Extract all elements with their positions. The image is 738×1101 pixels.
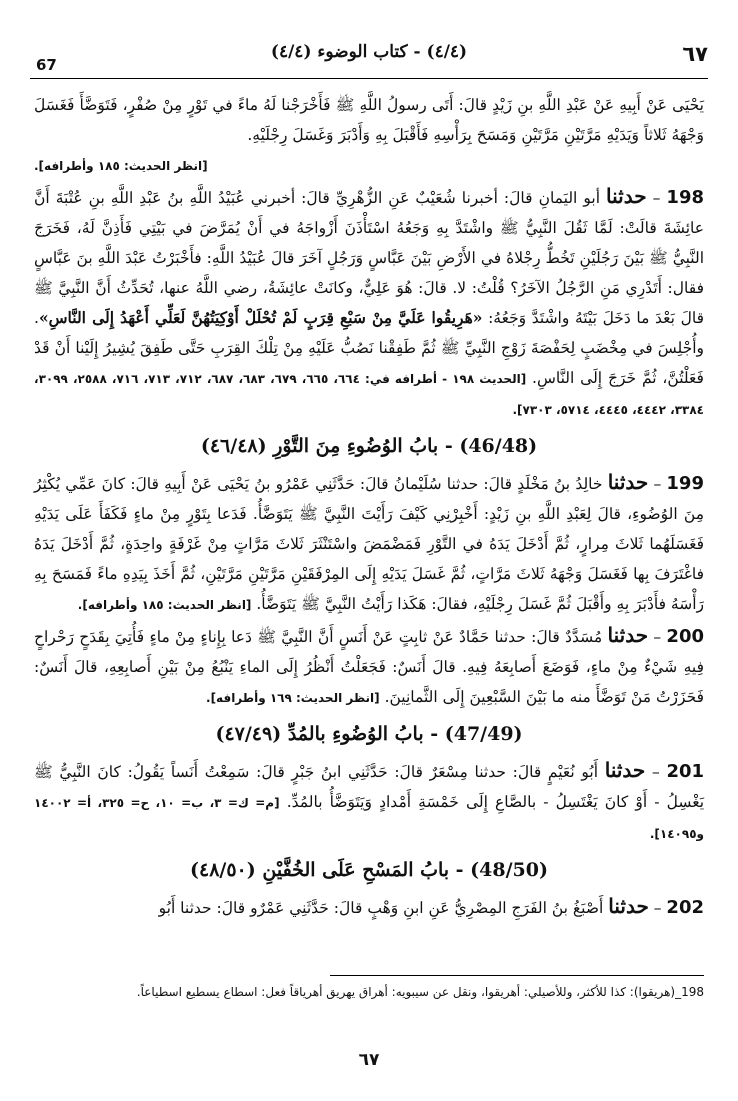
hadith-200: 200 – حدثنا مُسَدَّدٌ قالَ: حدثنا حَمَّادٌ عَنْ ثابِتٍ عَنْ أَنَسٍ أَنَّ النَّبِيَّ ﷺ دَعا بِإِناءٍ مِنْ ماءٍ فَأُتِيَ بِقَدَحٍ رَحْراحٍ فِيهِ شَيْءٌ مِنْ ماءٍ، فَوَضَعَ أَصابِعَهُ فِيهِ. قالَ أَنَسٌ: فَجَعَلْتُ أَنْظُرُ إِلَى الماءِ يَنْبُعُ مِنْ بَيْنِ أَصابِعِهِ، قالَ أَنَسٌ: فَحَزَرْتُ مَنْ تَوَضَّأَ منه ما بَيْنَ السَّبْعِينَ إِلَى الثَّمانِينَ. [انظر الحديث: ١٦٩ وأطرافه]. xyxy=(34,623,704,706)
running-title: (٤/٤) - كتاب الوضوء (٤/٤) xyxy=(270,42,468,62)
hadith-202: 202 – حدثنا أَصْبَغُ بنُ الفَرَجِ المِصْرِيُّ عَنِ ابنِ وَهْبٍ قالَ: حَدَّثَنِي عَمْرٌو قالَ: حدثنا أَبُو xyxy=(158,894,704,918)
hadith-reference: [الحديث ١٩٨ - أطرافه في: ٦٦٤، ٦٦٥، ٦٧٩، ٦٨٣، ٦٨٧، ٧١٢، ٧١٣، ٧١٦، ٢٥٨٨، ٣٠٩٩، ٣٣٨٤، ٤٤٤٢، ٤٤٤٥، ٥٧١٤، ٧٣٠٣]. xyxy=(34,372,704,417)
hadith-text: أبو اليَمانِ قالَ: أخبرنا شُعَيْبٌ عَنِ الزُّهْرِيِّ قالَ: أخبرني عُبَيْدُ اللَّهِ بنُ عَبْدِ اللَّهِ بنِ عُتْبَةَ أَنَّ عائِشَةَ قالَتْ: لَمَّا ثَقُلَ النَّبِيُّ ﷺ واشْتَدَّ بِهِ وَجَعُهُ اسْتَأْذَنَ أَزْواجَهُ في أَنْ يُمَرَّضَ في بَيْتِي فَأَذِنَّ لَهُ، فَخَرَجَ النَّبِيُّ ﷺ بَيْنَ رَجُلَيْنِ تَخُطُّ رِجْلاهُ في الأَرْضِ بَيْنَ عَبَّاسٍ وَرَجُلٍ آخَرَ قالَ عُبَيْدُ اللَّهِ: فأَخْبَرْتُ عَبْدَ اللَّهِ بنَ عَبَّاسٍ فقال: أَتَدْرِي مَنِ الرَّجُلُ الآخَرُ؟ قُلْتُ: لا. قالَ: هُوَ عَلِيٌّ، وكانَتْ عائِشَةُ، رضي اللَّهُ عنها، تُحَدِّثُ أَنَّ النَّبِيَّ ﷺ قالَ بَعْدَ ما دَخَلَ بَيْتَهُ واشْتَدَّ وَجَعُهُ: xyxy=(34,189,704,327)
hadith-text-rest: . وأُجْلِسَ في مِخْضَبٍ لِحَفْصَةَ زَوْجِ النَّبِيِّ ﷺ ثُمَّ طَفِقْنا نَصُبُّ عَلَيْهِ مِنْ تِلْكَ القِرَبِ حَتَّى طَفِقَ يُشِيرُ إِلَيْنا أَنْ قَدْ فَعَلْتُنَّ، ثُمَّ خَرَجَ إِلَى النَّاسِ. xyxy=(34,309,704,387)
hadith-text: مُسَدَّدٌ قالَ: حدثنا حَمَّادٌ عَنْ ثابِتٍ عَنْ أَنَسٍ أَنَّ النَّبِيَّ ﷺ دَعا بِإِناءٍ مِنْ ماءٍ فَأُتِيَ بِقَدَحٍ رَحْراحٍ فِيهِ شَيْءٌ مِنْ ماءٍ، فَوَضَعَ أَصابِعَهُ فِيهِ. قالَ أَنَسٌ: فَجَعَلْتُ أَنْظُرُ إِلَى الماءِ يَنْبُعُ مِنْ بَيْنِ أَصابِعِهِ، قالَ أَنَسٌ: فَحَزَرْتُ مَنْ تَوَضَّأَ منه ما بَيْنَ السَّبْعِينَ إِلَى الثَّمانِينَ. xyxy=(34,628,704,706)
hadith-opener: حدثنا xyxy=(604,758,646,782)
hadith-text: أَبُو نُعَيْمٍ قالَ: حدثنا مِسْعَرٌ قالَ: حَدَّثَنِي ابنُ جَبْرٍ قالَ: سَمِعْتُ أَنَساً يَقُولُ: كانَ النَّبِيُّ ﷺ يَغْسِلُ - أَوْ كانَ يَغْتَسِلُ - بالصَّاعِ إِلَى خَمْسَةِ أَمْدادٍ وَيَتَوَضَّأُ بالمُدِّ. xyxy=(34,763,705,811)
chapter-heading: (48/50) - بابُ المَسْحِ عَلَى الخُفَّيْنِ (٤٨/٥٠) xyxy=(190,859,548,881)
hadith-number: 200 xyxy=(666,626,704,647)
hadith-number: 201 xyxy=(666,761,705,782)
paragraph-text: يَحْيَى عَنْ أَبِيهِ عَنْ عَبْدِ اللَّهِ بنِ زَيْدٍ قالَ: أَتَى رسولُ اللَّهِ ﷺ فَأَخْرَجْنا لَهُ ماءً في تَوْرٍ مِنْ صُفْرٍ، فَتَوَضَّأَ فَغَسَلَ وَجْهَهُ ثَلاثاً وَيَدَيْهِ مَرَّتَيْنِ مَرَّتَيْنِ وَمَسَحَ بِرَأْسِهِ فَأَقْبَلَ بِهِ وَأَدْبَرَ وَغَسَلَ رِجْلَيْهِ. xyxy=(34,96,704,144)
hadith-text: خالِدُ بنُ مَخْلَدٍ قالَ: حدثنا سُلَيْمانُ قالَ: حَدَّثَنِي عَمْرُو بنُ يَحْيَى عَنْ أَبِيهِ قالَ: كانَ عَمِّي يُكْثِرُ مِنَ الوُضُوءِ، قالَ لِعَبْدِ اللَّهِ بنِ زَيْدٍ: أَخْبِرْنِي كَيْفَ رَأَيْتَ النَّبِيَّ ﷺ يَتَوَضَّأُ. فَدَعا بِتَوْرٍ مِنْ ماءٍ فَكَفَأَ عَلَى يَدَيْهِ فَغَسَلَهُما ثَلاثَ مِرارٍ، ثُمَّ أَدْخَلَ يَدَهُ في التَّوْرِ فَمَضْمَضَ واسْتَنْثَرَ ثَلاثَ مَرَّاتٍ مِنْ غَرْفَةٍ واحِدَةٍ، ثُمَّ أَدْخَلَ يَدَهُ فاغْتَرَفَ بِها فَغَسَلَ وَجْهَهُ ثَلاثَ مَرَّاتٍ، ثُمَّ غَسَلَ يَدَيْهِ إِلَى المِرْفَقَيْنِ مَرَّتَيْنِ مَرَّتَيْنِ، ثُمَّ أَخَذَ بِيَدِهِ ماءً فَمَسَحَ بِهِ رَأْسَهُ فأَدْبَرَ بِهِ وأَقْبَلَ ثُمَّ غَسَلَ رِجْلَيْهِ، فقالَ: هَكَذا رَأَيْتُ النَّبِيَّ ﷺ يَتَوَضَّأُ. xyxy=(34,475,704,613)
chapter-heading: (46/48) - بابُ الوُضُوءِ مِنَ التَّوْرِ (٤٦/٤٨) xyxy=(200,435,538,457)
hadith-reference xyxy=(34,150,704,181)
page-number-latin: 67 xyxy=(36,56,57,74)
hadith-quote: «هَرِيقُوا عَلَيَّ مِنْ سَبْعِ قِرَبٍ لَمْ تُحْلَلْ أَوْكِيَتُهُنَّ لَعَلِّي أَعْهَدُ إِلَى النَّاسِ» xyxy=(38,308,483,327)
hadith-opener: حدثنا xyxy=(606,184,647,208)
page-number-arabic: ٦٧ xyxy=(682,42,708,66)
reference-text: [انظر الحديث: ١٨٥ وأطرافه]. xyxy=(34,159,208,173)
hadith-opener: حدثنا xyxy=(607,470,649,494)
hadith-reference: [م= ك= ٣، ب= ١٠، ح= ٣٢٥، أ= ١٤٠٠٢ و١٤٠٩٥]. xyxy=(34,796,704,841)
hadith-number: 199 xyxy=(666,473,704,494)
chapter-heading: (47/49) - بابُ الوُضُوءِ بالمُدِّ (٤٧/٤٩) xyxy=(215,723,523,745)
hadith-text: أَصْبَغُ بنُ الفَرَجِ المِصْرِيُّ عَنِ ابنِ وَهْبٍ قالَ: حَدَّثَنِي عَمْرٌو قالَ: حدثنا أَبُو xyxy=(158,899,604,917)
footer-page-number: ٦٧ xyxy=(358,1050,380,1070)
hadith-199: 199 – حدثنا خالِدُ بنُ مَخْلَدٍ قالَ: حدثنا سُلَيْمانُ قالَ: حَدَّثَنِي عَمْرُو بنُ يَحْيَى عَنْ أَبِيهِ قالَ: كانَ عَمِّي يُكْثِرُ مِنَ الوُضُوءِ، قالَ لِعَبْدِ اللَّهِ بنِ زَيْدٍ: أَخْبِرْنِي كَيْفَ رَأَيْتَ النَّبِيَّ ﷺ يَتَوَضَّأُ. فَدَعا بِتَوْرٍ مِنْ ماءٍ فَكَفَأَ عَلَى يَدَيْهِ فَغَسَلَهُما ثَلاثَ مِرارٍ، ثُمَّ أَدْخَلَ يَدَهُ في التَّوْرِ فَمَضْمَضَ واسْتَنْثَرَ ثَلاثَ مَرَّاتٍ مِنْ غَرْفَةٍ واحِدَةٍ، ثُمَّ أَدْخَلَ يَدَهُ فاغْتَرَفَ بِها فَغَسَلَ وَجْهَهُ ثَلاثَ مَرَّاتٍ، ثُمَّ غَسَلَ يَدَيْهِ إِلَى المِرْفَقَيْنِ مَرَّتَيْنِ مَرَّتَيْنِ، ثُمَّ أَخَذَ بِيَدِهِ ماءً فَمَسَحَ بِهِ رَأْسَهُ فأَدْبَرَ بِهِ وأَقْبَلَ ثُمَّ غَسَلَ رِجْلَيْهِ، فقالَ: هَكَذا رَأَيْتُ النَّبِيَّ ﷺ يَتَوَضَّأُ. [انظر الحديث: ١٨٥ وأطرافه]. xyxy=(34,470,704,613)
header-divider xyxy=(30,78,708,79)
paragraph-continued xyxy=(34,90,704,150)
text-body xyxy=(34,90,704,923)
hadith-198: 198 – حدثنا أبو اليَمانِ قالَ: أخبرنا شُعَيْبٌ عَنِ الزُّهْرِيِّ قالَ: أخبرني عُبَيْدُ اللَّهِ بنُ عَبْدِ اللَّهِ بنِ عُتْبَةَ أَنَّ عائِشَةَ قالَتْ: لَمَّا ثَقُلَ النَّبِيُّ ﷺ واشْتَدَّ بِهِ وَجَعُهُ اسْتَأْذَنَ أَزْواجَهُ في أَنْ يُمَرَّضَ في بَيْتِي فَأَذِنَّ لَهُ، فَخَرَجَ النَّبِيُّ ﷺ بَيْنَ رَجُلَيْنِ تَخُطُّ رِجْلاهُ في الأَرْضِ بَيْنَ عَبَّاسٍ وَرَجُلٍ آخَرَ قالَ عُبَيْدُ اللَّهِ: فأَخْبَرْتُ عَبْدَ اللَّهِ بنَ عَبَّاسٍ فقال: أَتَدْرِي مَنِ الرَّجُلُ الآخَرُ؟ قُلْتُ: لا. قالَ: هُوَ عَلِيٌّ، وكانَتْ عائِشَةُ، رضي اللَّهُ عنها، تُحَدِّثُ أَنَّ النَّبِيَّ ﷺ قالَ بَعْدَ ما دَخَلَ بَيْتَهُ واشْتَدَّ وَجَعُهُ: «هَرِيقُوا عَلَيَّ مِنْ سَبْعِ قِرَبٍ لَمْ تُحْلَلْ أَوْكِيَتُهُنَّ لَعَلِّي أَعْهَدُ إِلَى النَّاسِ». وأُجْلِسَ في مِخْضَبٍ لِحَفْصَةَ زَوْجِ النَّبِيِّ ﷺ ثُمَّ طَفِقْنا نَصُبُّ عَلَيْهِ مِنْ تِلْكَ القِرَبِ حَتَّى طَفِقَ يُشِيرُ إِلَيْنا أَنْ قَدْ فَعَلْتُنَّ، ثُمَّ خَرَجَ إِلَى النَّاسِ. [الحديث ١٩٨ - أطرافه في: ٦٦٤، ٦٦٥، ٦٧٩، ٦٨٣، ٦٨٧، ٧١٢، ٧١٣، ٧١٦، ٢٥٨٨، ٣٠٩٩، ٣٣٨٤، ٤٤٤٢، ٤٤٤٥، ٥٧١٤، ٧٣٠٣]. xyxy=(34,184,704,417)
hadith-opener: حدثنا xyxy=(608,894,649,918)
hadith-number: 198 xyxy=(666,187,704,208)
footnote: 198_(هريقوا): كذا للأكثر، وللأصيلي: أهريقوا، ونقل عن سيبويه: أهراق يهريق أهرياقاً فعل: اسطاع يسطيع اسطياعاً. xyxy=(136,985,704,999)
footnote-divider xyxy=(330,975,704,976)
hadith-reference: [انظر الحديث: ١٦٩ وأطرافه]. xyxy=(206,691,380,705)
page-header xyxy=(30,40,708,74)
hadith-201: 201 – حدثنا أَبُو نُعَيْمٍ قالَ: حدثنا مِسْعَرٌ قالَ: حَدَّثَنِي ابنُ جَبْرٍ قالَ: سَمِعْتُ أَنَساً يَقُولُ: كانَ النَّبِيُّ ﷺ يَغْسِلُ - أَوْ كانَ يَغْتَسِلُ - بالصَّاعِ إِلَى خَمْسَةِ أَمْدادٍ وَيَتَوَضَّأُ بالمُدِّ. [م= ك= ٣، ب= ١٠، ح= ٣٢٥، أ= ١٤٠٠٢ و١٤٠٩٥]. xyxy=(34,758,705,841)
hadith-reference: [انظر الحديث: ١٨٥ وأطرافه]. xyxy=(77,598,252,612)
hadith-opener: حدثنا xyxy=(607,623,649,647)
hadith-number: 202 xyxy=(666,897,704,918)
